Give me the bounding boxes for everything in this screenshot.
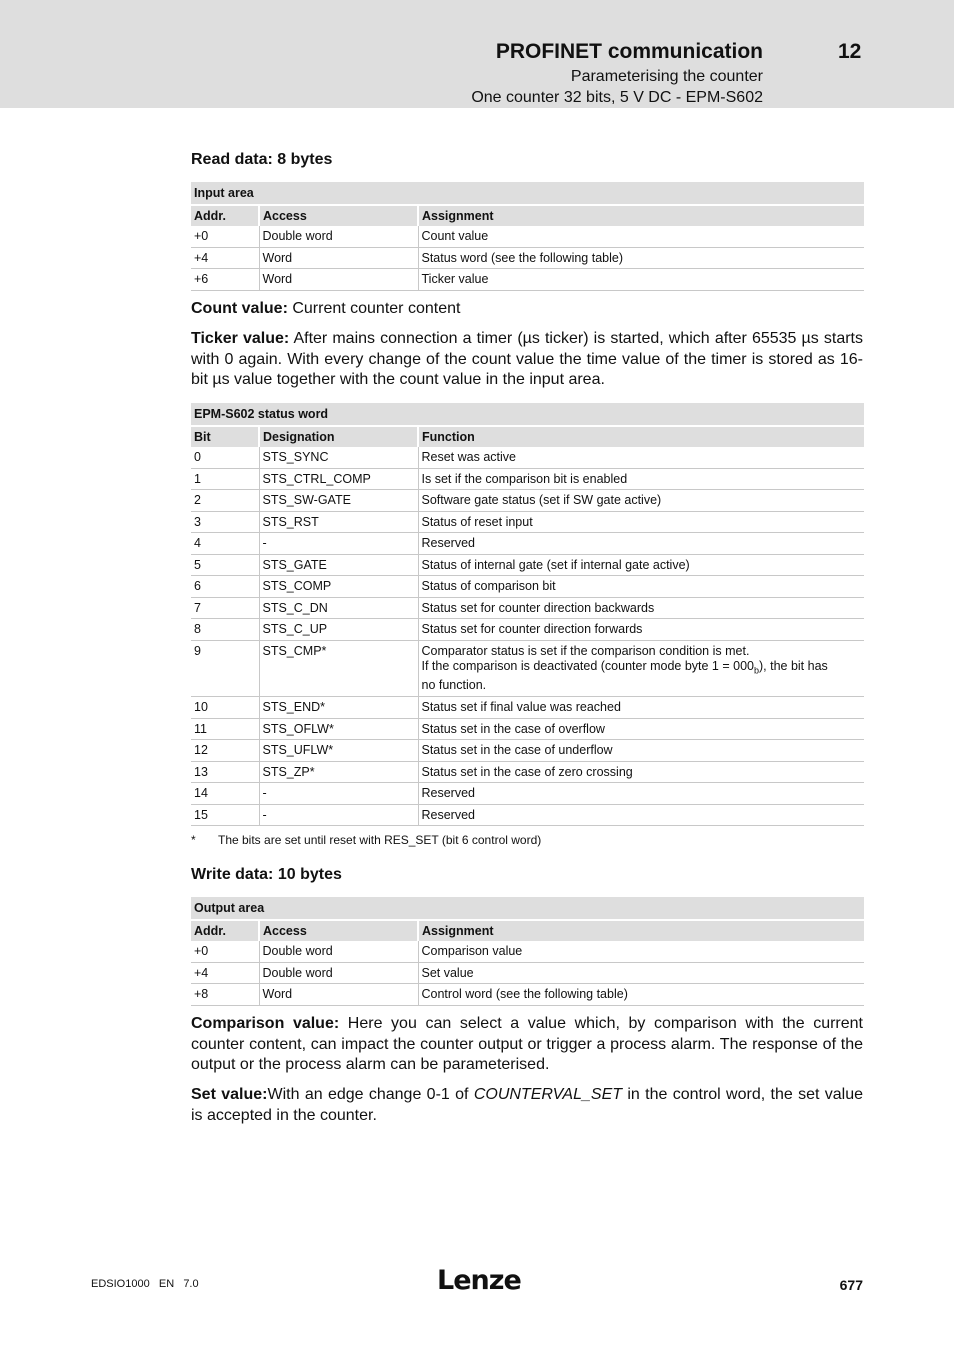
cell: STS_UFLW* <box>259 740 418 762</box>
cell: STS_GATE <box>259 554 418 576</box>
cell: Reserved <box>418 804 864 826</box>
cell: 11 <box>191 718 259 740</box>
table-row <box>191 783 864 805</box>
cell: Status of comparison bit <box>418 576 864 598</box>
paragraph-text: After mains connection a timer (µs ticker) is started, which after 65535 µs starts with 0 again. With every change of the count value the time value of the timer is stored as 16-bit µs value together with the count value in the input area. <box>191 330 863 389</box>
column-header: Access <box>259 920 418 941</box>
paragraph-text: in the control word, the set value is accepted in the counter. <box>191 1086 864 1124</box>
table-row <box>191 490 864 512</box>
table-row <box>191 269 864 291</box>
cell: Word <box>259 247 418 269</box>
cell: Reserved <box>418 533 864 555</box>
cell: 12 <box>191 740 259 762</box>
cell: Comparison value <box>418 941 864 962</box>
cell: Is set if the comparison bit is enabled <box>418 468 864 490</box>
cell: - <box>259 804 418 826</box>
table-row <box>191 576 864 598</box>
cell: Ticker value <box>418 269 864 291</box>
table-row <box>191 640 864 697</box>
cell: STS_END* <box>259 697 418 719</box>
cell-line: no function. <box>421 678 487 692</box>
table-row <box>191 447 864 468</box>
read-data-heading: Read data: 8 bytes <box>191 151 333 168</box>
cell-line: If the comparison is deactivated (counter mode byte 1 = 000 <box>421 658 754 673</box>
cell: +4 <box>191 962 259 984</box>
cell: Status set if final value was reached <box>418 697 864 719</box>
page-number: 677 <box>839 1277 863 1293</box>
page-header <box>0 0 954 108</box>
table-caption: EPM-S602 status word <box>191 403 864 426</box>
subscript: b <box>753 665 759 675</box>
term-label: Set value: <box>191 1086 268 1103</box>
column-header: Designation <box>259 426 418 447</box>
comparison-value-paragraph <box>191 1014 863 1076</box>
table-caption: Input area <box>191 182 864 205</box>
cell: 9 <box>191 640 259 697</box>
table-row <box>191 468 864 490</box>
status-word-table <box>191 403 864 826</box>
write-data-heading: Write data: 10 bytes <box>191 866 342 883</box>
cell-multiline <box>418 640 864 697</box>
table-row <box>191 554 864 576</box>
column-header: Bit <box>191 426 259 447</box>
column-header: Addr. <box>191 920 259 941</box>
cell-line: Comparator status is set if the comparison condition is met. <box>421 643 750 658</box>
term-label: Count value: <box>191 300 288 317</box>
table-caption: Output area <box>191 897 864 920</box>
cell: 10 <box>191 697 259 719</box>
cell: STS_C_UP <box>259 619 418 641</box>
italic-term: COUNTERVAL_SET <box>473 1086 623 1103</box>
header-title: PROFINET communication <box>495 40 763 63</box>
cell: +6 <box>191 269 259 291</box>
table-row <box>191 804 864 826</box>
count-value-paragraph <box>191 299 863 320</box>
cell: +0 <box>191 226 259 247</box>
table-row <box>191 718 864 740</box>
cell: 6 <box>191 576 259 598</box>
cell: - <box>259 783 418 805</box>
cell: Status set in the case of overflow <box>418 718 864 740</box>
cell: Reset was active <box>418 447 864 468</box>
table-row <box>191 226 864 247</box>
table-row <box>191 941 864 962</box>
cell: Status set for counter direction forwards <box>418 619 864 641</box>
input-area-table <box>191 182 864 291</box>
term-label: Comparison value: <box>191 1015 340 1032</box>
header-subtitle-2: One counter 32 bits, 5 V DC - EPM-S602 <box>471 89 763 106</box>
cell: STS_C_DN <box>259 597 418 619</box>
cell: STS_RST <box>259 511 418 533</box>
cell: Word <box>259 269 418 291</box>
column-header: Assignment <box>418 205 864 226</box>
cell: 1 <box>191 468 259 490</box>
cell: Reserved <box>418 783 864 805</box>
cell: +8 <box>191 984 259 1006</box>
cell: 4 <box>191 533 259 555</box>
table-row <box>191 962 864 984</box>
cell: 15 <box>191 804 259 826</box>
cell: STS_OFLW* <box>259 718 418 740</box>
cell: 0 <box>191 447 259 468</box>
table-row <box>191 619 864 641</box>
cell-line: ), the bit has <box>759 658 828 673</box>
paragraph-text: Here you can select a value which, by comparison with the current counter content, can impact the counter output or trigger a process alarm. The response of the output or the process alarm can be parameterised. <box>191 1015 863 1074</box>
cell: - <box>259 533 418 555</box>
cell: Status set for counter direction backwards <box>418 597 864 619</box>
cell: 8 <box>191 619 259 641</box>
cell: 5 <box>191 554 259 576</box>
document-id: EDSIO1000 EN 7.0 <box>91 1278 199 1290</box>
paragraph-text: With an edge change 0-1 of <box>267 1086 474 1103</box>
cell: +4 <box>191 247 259 269</box>
cell: Double word <box>259 226 418 247</box>
footnote-text: The bits are set until reset with RES_SET (bit 6 control word) <box>218 833 542 847</box>
table-row <box>191 511 864 533</box>
cell: 2 <box>191 490 259 512</box>
table-row <box>191 984 864 1006</box>
table-row <box>191 533 864 555</box>
term-label: Ticker value: <box>191 330 290 347</box>
cell: STS_SYNC <box>259 447 418 468</box>
lenze-logo: Lenze <box>437 1265 521 1296</box>
paragraph-text: Current counter content <box>287 300 461 317</box>
cell: +0 <box>191 941 259 962</box>
cell: 14 <box>191 783 259 805</box>
cell: Count value <box>418 226 864 247</box>
cell: STS_CTRL_COMP <box>259 468 418 490</box>
ticker-value-paragraph <box>191 329 863 391</box>
cell: Double word <box>259 962 418 984</box>
column-header: Access <box>259 205 418 226</box>
cell: Status word (see the following table) <box>418 247 864 269</box>
cell: Status of internal gate (set if internal gate active) <box>418 554 864 576</box>
cell: Control word (see the following table) <box>418 984 864 1006</box>
column-header: Function <box>418 426 864 447</box>
cell: STS_COMP <box>259 576 418 598</box>
cell: 3 <box>191 511 259 533</box>
table-row <box>191 697 864 719</box>
chapter-number: 12 <box>838 40 862 63</box>
cell: 13 <box>191 761 259 783</box>
cell: Software gate status (set if SW gate active) <box>418 490 864 512</box>
cell: Status of reset input <box>418 511 864 533</box>
table-row <box>191 740 864 762</box>
output-area-table <box>191 897 864 1006</box>
cell: STS_CMP* <box>259 640 418 697</box>
cell: STS_SW-GATE <box>259 490 418 512</box>
table-row <box>191 597 864 619</box>
cell: Double word <box>259 941 418 962</box>
set-value-paragraph <box>191 1085 863 1126</box>
table-row <box>191 761 864 783</box>
cell: 7 <box>191 597 259 619</box>
cell: STS_ZP* <box>259 761 418 783</box>
cell: Status set in the case of underflow <box>418 740 864 762</box>
cell: Word <box>259 984 418 1006</box>
table-row <box>191 247 864 269</box>
footnote-mark: * <box>191 833 196 847</box>
header-subtitle-1: Parameterising the counter <box>570 68 763 85</box>
column-header: Assignment <box>418 920 864 941</box>
cell: Status set in the case of zero crossing <box>418 761 864 783</box>
column-header: Addr. <box>191 205 259 226</box>
cell: Set value <box>418 962 864 984</box>
